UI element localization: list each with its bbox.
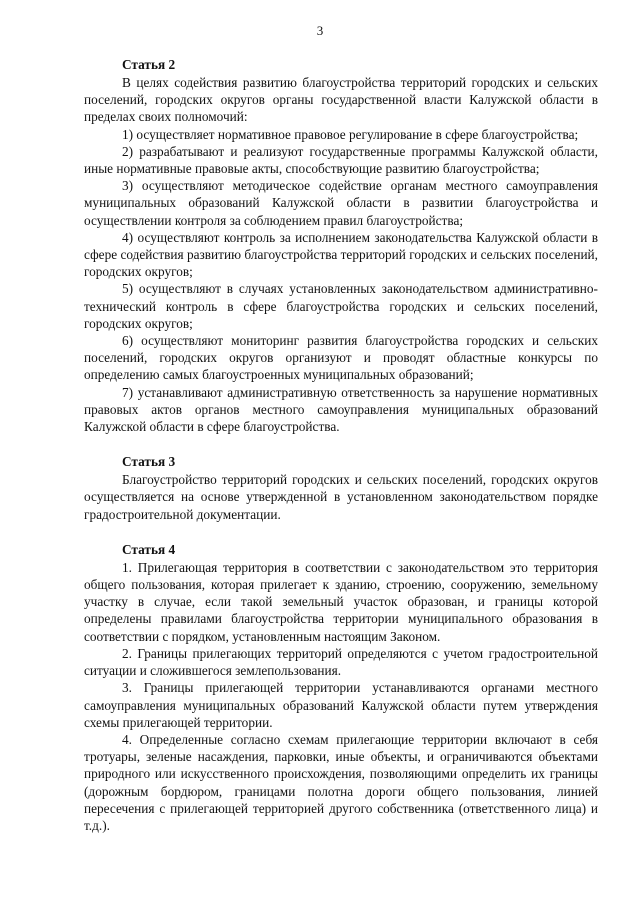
article-paragraph: Благоустройство территорий городских и сельских поселений, городских округов осуществляется на основе утвержденной в установленном законодательством порядке градостроительной документации. [84,472,598,522]
article-paragraph: 5) осуществляют в случаях установленных законодательством административно-технический контроль в сфере благоустройства городских и сельских поселений, городских округов; [84,281,598,331]
article-paragraph: 7) устанавливают административную ответственность за нарушение нормативных правовых актов органов местного самоуправления муниципальных образований Калужской области в сфере благоустройства. [84,384,598,435]
section-spacer [84,435,598,453]
article-paragraph: 3) осуществляют методическое содействие органам местного самоуправления муниципальных образований Калужской области в развитии благоустройства и осуществлении контроля за соблюдением правил благоустройства; [84,178,598,228]
document-body [84,56,598,834]
article-title: Статья 2 [122,57,176,72]
article-paragraph: 6) осуществляют мониторинг развития благоустройства городских и сельских поселений, городских округов организуют и проводят областные конкурсы по определению самых благоустроенных муниципальных образований; [84,333,598,383]
article-paragraph: 1. Прилегающая территория в соответствии с законодательством это территория общего пользования, которая прилегает к зданию, строению, сооружению, земельному участку в случае, если такой земельный участок образован, и границы которой определены правилами благоустройства территории муниципального образования в соответствии с порядком, установленным настоящим Законом. [84,559,598,644]
article-title: Статья 3 [122,454,176,470]
article-4 [84,541,598,834]
article-paragraph: 4. Определенные согласно схемам прилегающие территории включают в себя тротуары, зеленые насаждения, парковки, иные объекты, и ограничиваются объектами природного или искусственного происхождения, позволяющими определить их границы (дорожным бордюром, границами полотна дороги общего пользования, линией пересечения с прилегающей территорией другого собственника (ответственного лица) и т.д.). [84,731,598,833]
article-paragraph: В целях содействия развитию благоустройства территорий городских и сельских поселений, городских округов органы государственной власти Калужской области в пределах своих полномочий: [84,75,598,125]
article-paragraph: 4) осуществляют контроль за исполнением законодательства Калужской области в сфере содействия развитию благоустройства территорий городских и сельских поселений, городских округов; [84,229,598,280]
article-3 [84,453,598,523]
article-paragraph: 2) разрабатывают и реализуют государственные программы Калужской области, иные нормативные правовые акты, способствующие развитию благоустройства; [84,143,598,177]
section-spacer [84,523,598,541]
article-paragraph: 2. Границы прилегающих территорий определяются с учетом градостроительной ситуации и сложившегося землепользования. [84,645,598,679]
article-title: Статья 4 [122,541,176,557]
page-number: 3 [316,23,324,38]
article-2 [84,56,598,435]
article-paragraph: 3. Границы прилегающей территории устанавливаются органами местного самоуправления муниципальных образований Калужской области путем утверждения схемы прилегающей территории. [84,680,598,730]
article-paragraph: 1) осуществляет нормативное правовое регулирование в сфере благоустройства; [122,126,579,142]
